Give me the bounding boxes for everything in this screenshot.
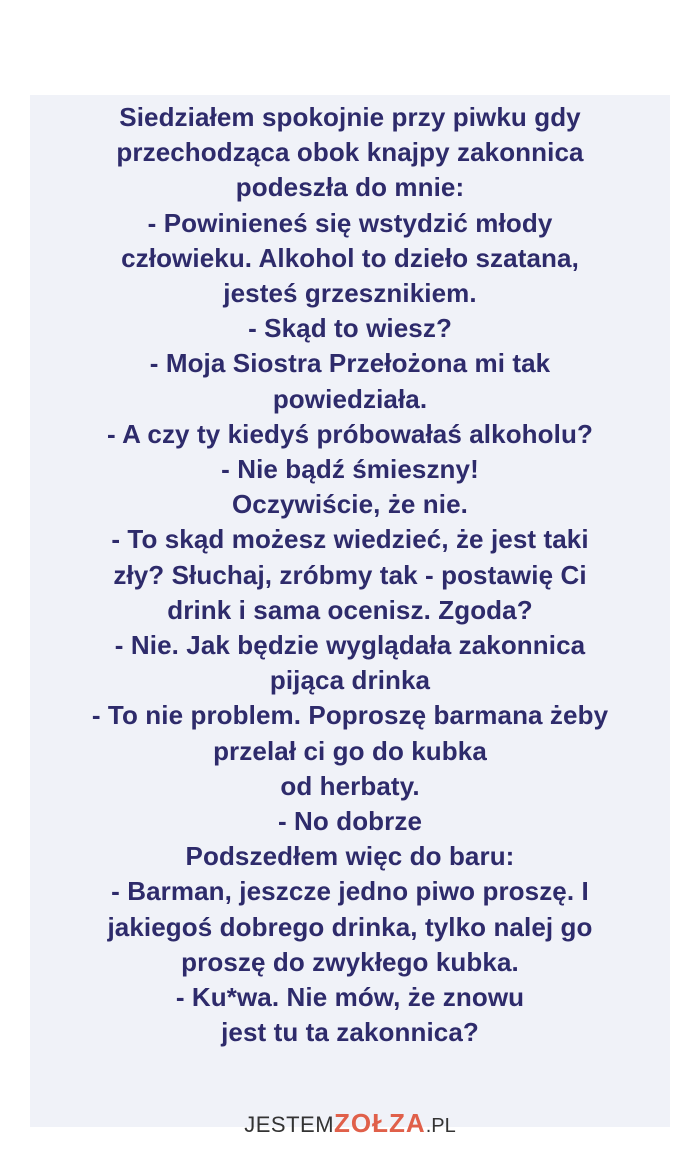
joke-line: Oczywiście, że nie. xyxy=(231,489,468,520)
joke-line: Siedziałem spokojnie przy piwku gdy xyxy=(119,102,581,132)
joke-line: - Ku*wa. Nie mów, że znowu xyxy=(175,982,525,1013)
watermark-suffix: .PL xyxy=(425,1115,456,1137)
joke-line: - To skąd możesz wiedzieć, że jest taki xyxy=(111,524,589,555)
joke-line: proszę do zwykłego kubka. xyxy=(181,946,519,977)
joke-line: - Barman, jeszcze jedno piwo proszę. I xyxy=(111,876,589,907)
watermark-logo: ZOŁZA xyxy=(334,1108,426,1138)
joke-text xyxy=(0,100,700,1050)
joke-line: - To nie problem. Poproszę barmana żeby xyxy=(91,700,609,731)
joke-line: - No dobrze xyxy=(277,806,423,837)
site-watermark xyxy=(0,1108,700,1141)
joke-line: - Powinieneś się wstydzić młody xyxy=(147,207,553,238)
joke-line: - A czy ty kiedyś próbowałaś alkoholu? xyxy=(107,418,593,449)
joke-line: jakiegoś dobrego drinka, tylko nalej go xyxy=(107,911,593,942)
joke-line: Podszedłem więc do baru: xyxy=(185,841,515,872)
joke-line: pijąca drinka xyxy=(269,665,431,696)
joke-line: powiedziała. xyxy=(272,383,428,414)
joke-line: człowieku. Alkohol to dzieło szatana, xyxy=(121,242,579,273)
joke-line: jesteś grzesznikiem. xyxy=(223,278,477,309)
joke-line: - Skąd to wiesz? xyxy=(248,313,452,344)
joke-line: zły? Słuchaj, zróbmy tak - postawię Ci xyxy=(113,559,587,590)
joke-line: podeszła do mnie: xyxy=(235,172,465,203)
watermark-prefix: JESTEM xyxy=(244,1112,335,1137)
joke-line: drink i sama ocenisz. Zgoda? xyxy=(167,594,533,625)
joke-line: jest tu ta zakonnica? xyxy=(221,1017,479,1048)
joke-line: przelał ci go do kubka xyxy=(213,735,487,766)
joke-line: - Nie. Jak będzie wyglądała zakonnica xyxy=(114,630,586,661)
joke-line: przechodząca obok knajpy zakonnica xyxy=(116,137,584,168)
joke-line: - Nie bądź śmieszny! xyxy=(221,454,479,485)
joke-line: od herbaty. xyxy=(280,770,420,801)
joke-line: - Moja Siostra Przełożona mi tak xyxy=(149,348,551,379)
